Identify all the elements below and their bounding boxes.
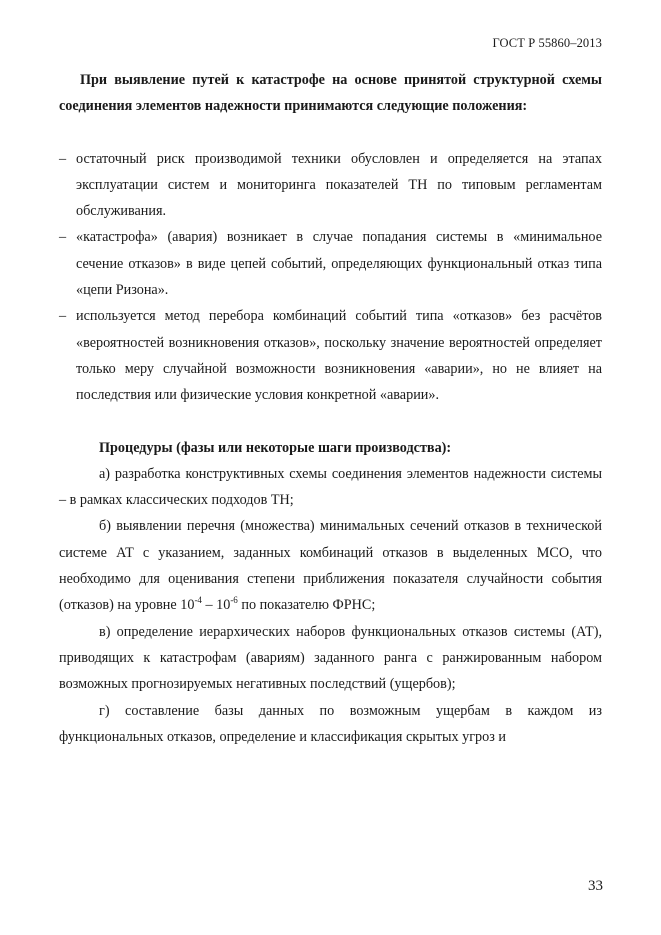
procedure-step-a: а) разработка конструктивных схемы соединения элементов надежности системы – в рамках классических подходов ТН; — [59, 465, 602, 509]
exponent: -6 — [230, 595, 238, 606]
list-item — [59, 303, 602, 408]
procedure-step-c: в) определение иерархических наборов функциональных отказов системы (АТ), приводящих к катастрофам (авариям) заданного ранга с ранжированным набором возможных прогнозируемых негативных последствий (ущербов); — [59, 623, 602, 693]
list-item — [59, 146, 602, 225]
list-dash: – — [59, 150, 67, 167]
step-b-dash: – 10 — [201, 597, 231, 614]
procedure-step-b — [59, 513, 602, 618]
page-content — [59, 67, 602, 750]
list-dash: – — [59, 229, 67, 246]
step-b-tail: по показателю ФРНС; — [237, 597, 376, 614]
list-item-text: используется метод перебора комбинаций событий типа «отказов» без расчётов «вероятностей возникновения отказов», поскольку значение вероятностей определяет только меру случайной возможности возникновения «аварии», но не влияет на последствия или физические условия конкретной «аварии». — [76, 308, 602, 404]
procedure-step-d: г) составление базы данных по возможным ущербам в каждом из функциональных отказов, определение и классификация скрытых угроз и — [59, 702, 602, 745]
list-item-text: остаточный риск производимой техники обусловлен и определяется на этапах эксплуатации систем и мониторинга показателей ТН по типовым регламентам обслуживания. — [76, 150, 602, 220]
list-dash: – — [59, 308, 67, 325]
exponent: -4 — [194, 595, 202, 606]
list-item — [59, 224, 602, 303]
procedures-heading: Процедуры (фазы или некоторые шаги производства): — [99, 439, 452, 456]
list-item-text: «катастрофа» (авария) возникает в случае попадания системы в «минимальное сечение отказов» в виде цепей событий, определяющих функциональный отказ типа «цепи Ризона». — [76, 229, 602, 299]
page-number: 33 — [588, 878, 603, 894]
step-b-text: б) выявлении перечня (множества) минимальных сечений отказов в технической системе АТ с указанием, заданных комбинаций отказов в выделенных МСО, что необходимо для оценивания степени приближения показателя случайности события (отказов) на уровне 10 — [59, 518, 602, 614]
provisions-list — [59, 146, 602, 409]
standard-code: ГОСТ Р 55860–2013 — [492, 36, 602, 50]
intro-paragraph: При выявление путей к катастрофе на основе принятой структурной схемы соединения элементов надежности принимаются следующие положения: — [59, 72, 602, 115]
